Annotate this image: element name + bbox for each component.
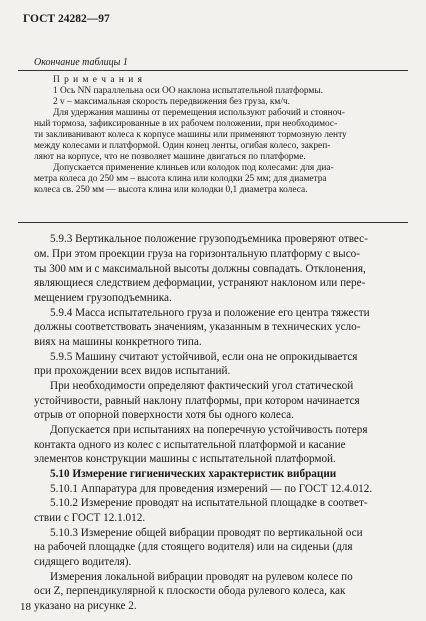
body-line: должны соответствовать значениям, указанным в технических усло- xyxy=(34,321,361,333)
body-line: мещением грузоподъемника. xyxy=(34,292,172,304)
body-line: 5.9.3 Вертикальное положение грузоподъемника проверяют отвес- xyxy=(50,233,368,245)
note-line: 1 Ось NN параллельна оси OO наклона испытательной платформы. xyxy=(53,86,324,96)
body-line: отрыв от опорной поверхности хотя бы одного колеса. xyxy=(34,409,294,421)
body-line: при прохождении всех видов испытаний. xyxy=(34,365,231,377)
note-line: колеса св. 250 мм — высота клина или колодки 0,1 диаметра колеса. xyxy=(34,185,308,195)
note-line: Для удержания машины от перемещения используют рабочий и стояноч- xyxy=(53,108,345,118)
body-line: сидящего водителя). xyxy=(34,556,132,568)
body-line: устойчивости, равный наклону платформы, при котором начинается xyxy=(34,395,360,407)
note-line: 2 v – максимальная скорость передвижения без груза, км/ч. xyxy=(53,97,291,107)
body-line: ты 300 мм и с максимальной высоты должны совпадать. Отклонения, xyxy=(34,263,366,275)
body-line: 5.10.1 Аппаратура для проведения измерений — по ГОСТ 12.4.012. xyxy=(50,483,373,495)
body-line: Допускается при испытаниях на поперечную устойчивость потеря xyxy=(50,424,368,436)
section-heading: 5.10 Измерение гигиенических характеристик вибрации xyxy=(50,468,337,480)
body-line: Измерения локальной вибрации проводят на рулевом колесе по xyxy=(50,571,353,583)
note-line: метра колеса до 250 мм – высота клина или колодки 25 мм; для диаметра xyxy=(34,174,327,184)
body-line: элементов конструкции машины с испытательной платформой. xyxy=(34,453,336,465)
body-line: 5.10.2 Измерение проводят на испытательной площадке в соответ- xyxy=(50,497,368,509)
note-line: ти закливанивают колеса к корпусе машины или применяют тормозную ленту xyxy=(34,130,347,140)
body-line: ствии с ГОСТ 12.1.012. xyxy=(34,512,146,524)
note-line: Допускается применение клиньев или колодок под колесами: для диа- xyxy=(53,163,334,173)
body-line: виях на машины конкретного типа. xyxy=(34,336,202,348)
body-line: являющиеся следствием деформации, устраняют наклоном или пере- xyxy=(34,277,366,289)
note-line: между колесами и платформой. Один конец ленты, огибая колесо, закреп- xyxy=(34,141,331,151)
body-line: контакта одного из колес с испытательной платформой и касание xyxy=(34,439,346,451)
page-number: 18 xyxy=(20,601,31,613)
body-line: 5.10.3 Измерение общей вибрации проводят по вертикальной оси xyxy=(50,527,363,539)
body-line: на рабочей площадке (для стоящего водителя) или на сиденьи (для xyxy=(34,541,353,553)
body-line: ом. При этом проекции груза на горизонтальную платформу с высо- xyxy=(34,248,360,260)
body-line: оси Z, перпендикулярной к плоскости обода рулевого колеса, как xyxy=(34,585,346,597)
note-line: ляют на корпусе, что не позволяет машине двигаться по платформе. xyxy=(34,152,306,162)
body-line: указано на рисунке 2. xyxy=(34,600,137,612)
notes-heading: П р и м е ч а н и я xyxy=(53,75,143,85)
body-line: При необходимости определяют фактический угол статической xyxy=(50,380,354,392)
note-line: ный тормоза, зафиксированные в их рабочем положении, при необходимос- xyxy=(34,119,338,129)
body-line: 5.9.4 Масса испытательного груза и положение его центра тяжести xyxy=(50,307,370,319)
body-line: 5.9.5 Машину считают устойчивой, если она не опрокидывается xyxy=(50,351,358,363)
document-header: ГОСТ 24282—97 xyxy=(23,13,110,25)
table-caption: Окончание таблицы 1 xyxy=(34,57,128,68)
